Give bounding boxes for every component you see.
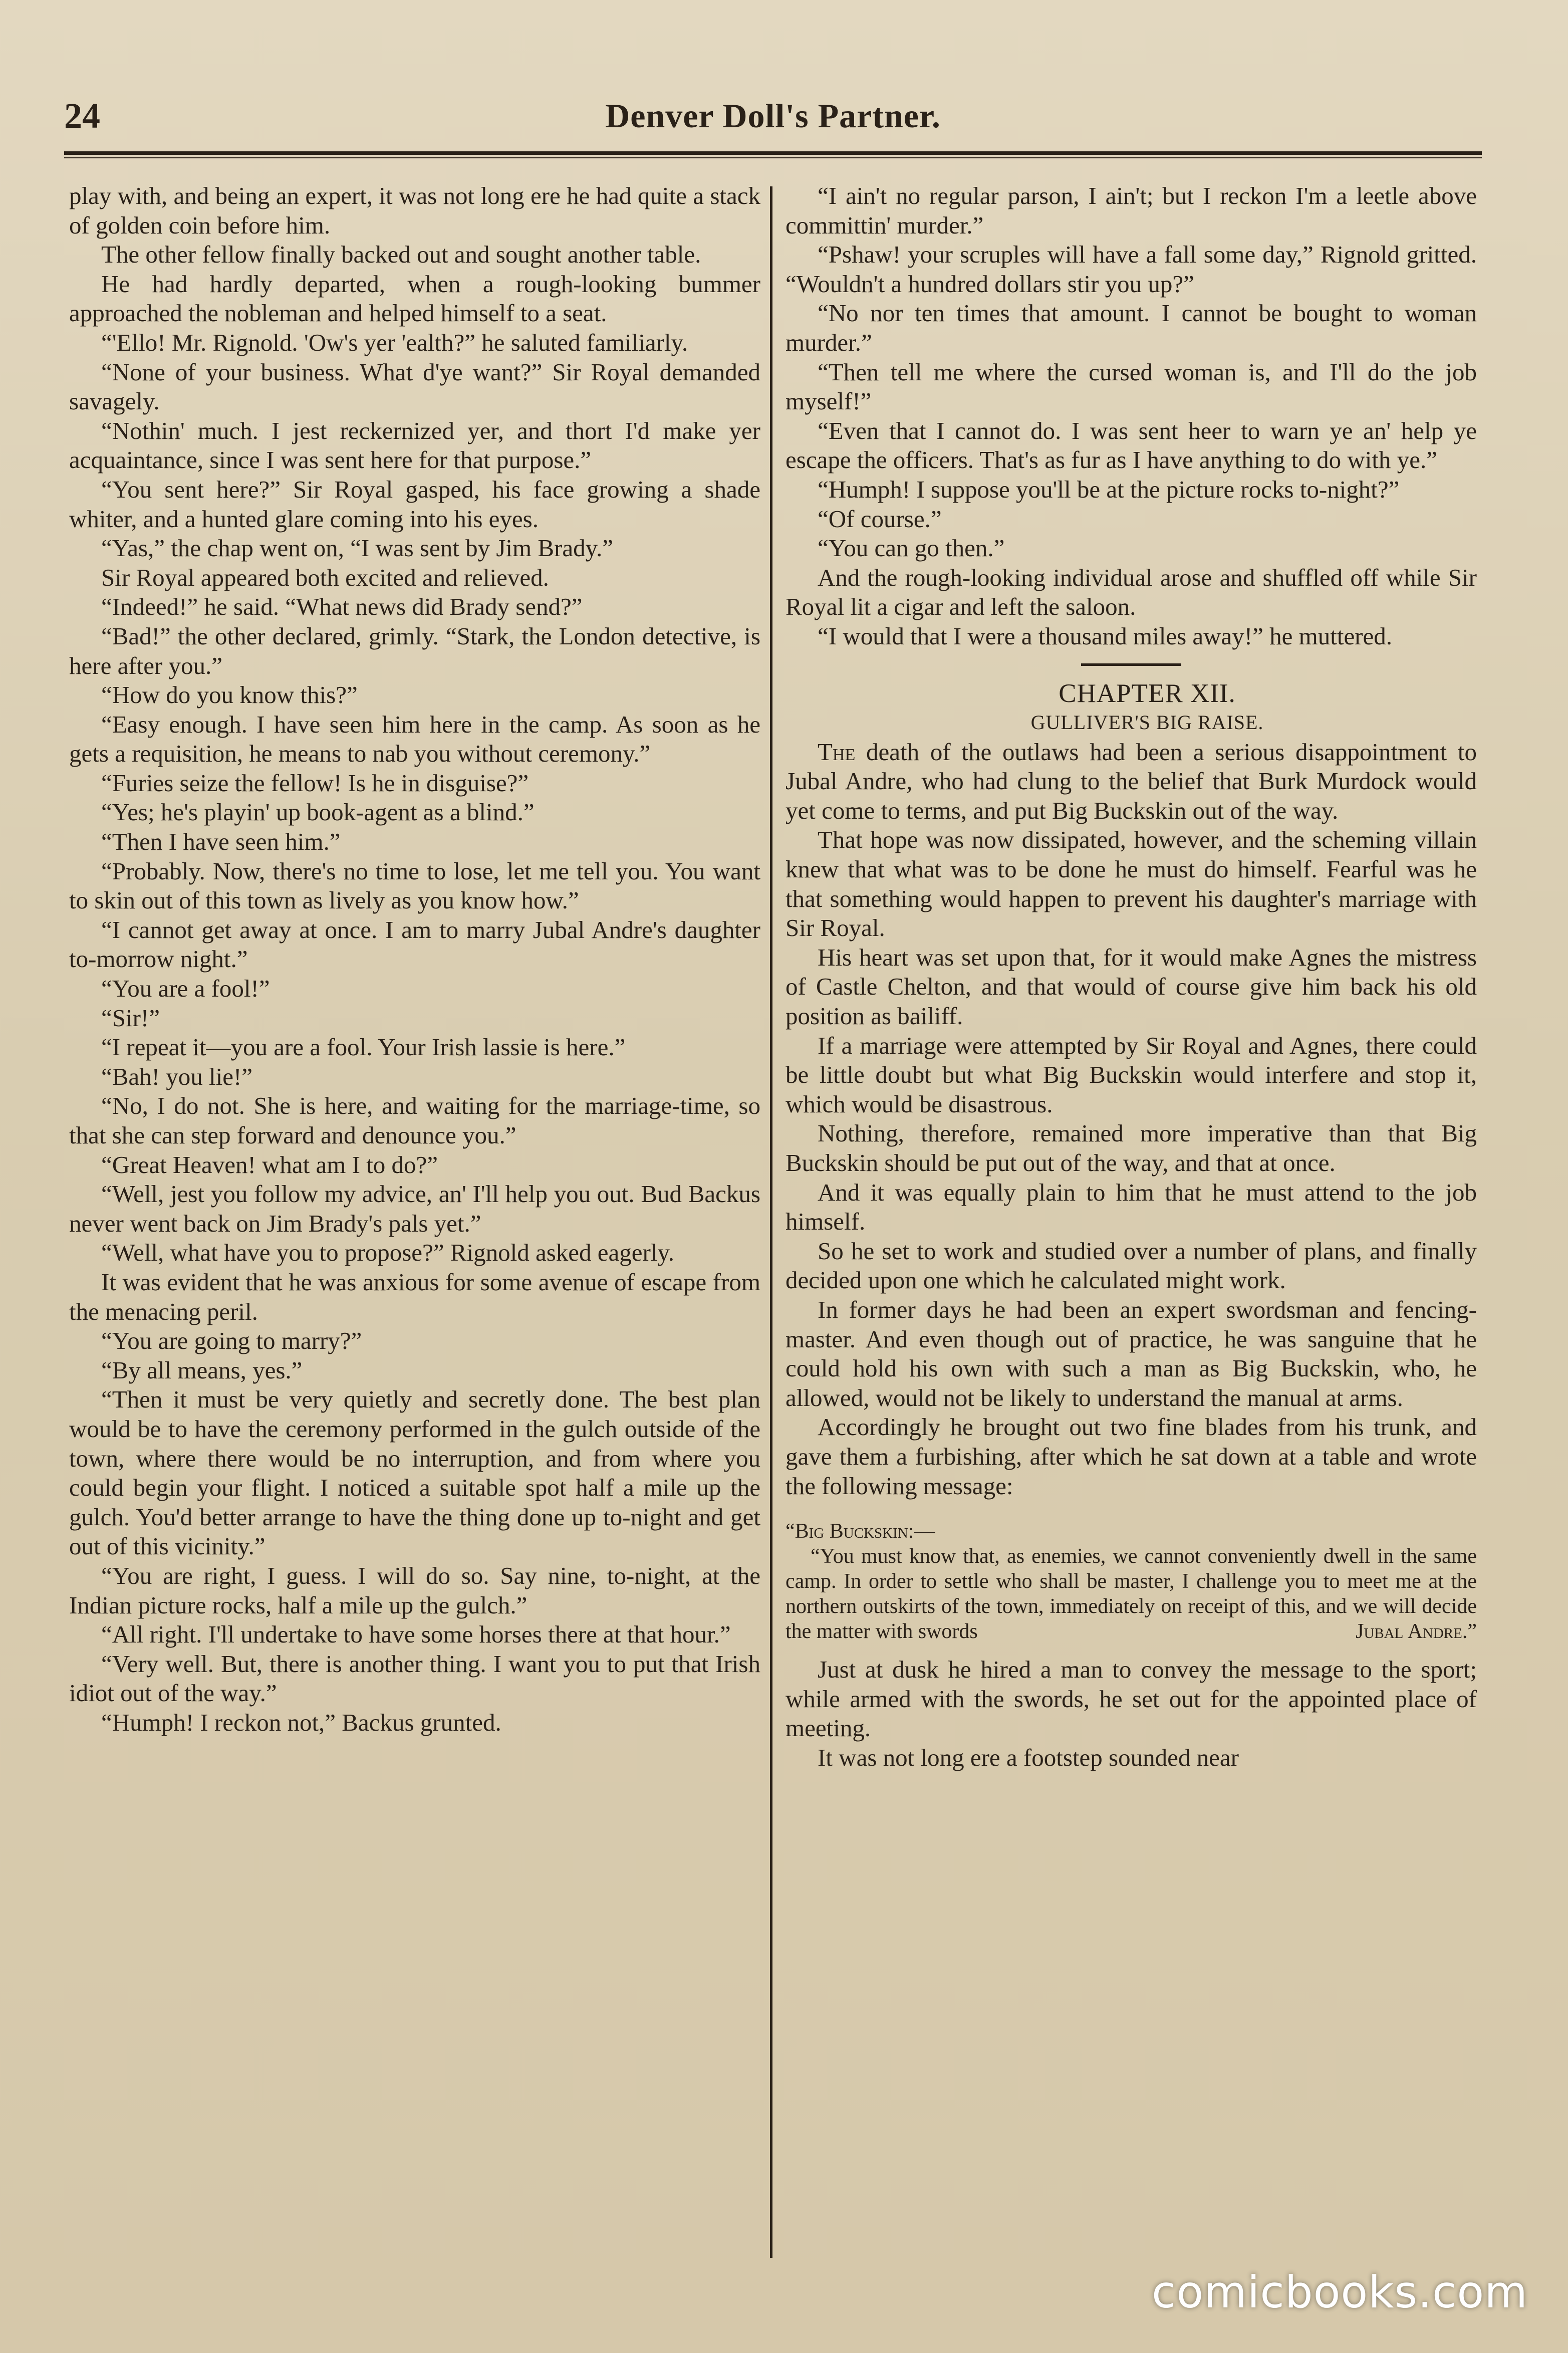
letter-body bbox=[786, 1544, 1477, 1644]
paragraph: Just at dusk he hired a man to convey the message to the sport; while armed with the swords, he set out for the appointed place of meeting. bbox=[786, 1656, 1477, 1742]
paragraph: In former days he had been an expert swordsman and fencing-master. And even though out of practice, he was sanguine that he could hold his own with such a man as Big Buckskin, who, he allowed, would not be likely to understand the manual at arms. bbox=[786, 1295, 1477, 1411]
paragraph: “Then it must be very quietly and secretly done. The best plan would be to have the ceremony performed in the gulch outside of the town, where there would be no interruption, and from where you could begin your flight. I noticed a suitable spot half a mile up the gulch. You'd better arrange to have the thing done up to-night and get out of this vicinity.” bbox=[69, 1385, 760, 1560]
paragraph: “'Ello! Mr. Rignold. 'Ow's yer 'ealth?” he saluted familiarly. bbox=[101, 328, 688, 356]
paragraph: “I ain't no regular parson, I ain't; but I reckon I'm a leetle above committin' murder.” bbox=[786, 182, 1477, 239]
paragraph: And it was equally plain to him that he must attend to the job himself. bbox=[786, 1178, 1477, 1236]
paragraph: So he set to work and studied over a number of plans, and finally decided upon one which he calculated might work. bbox=[786, 1237, 1477, 1294]
paragraph: “You can go then.” bbox=[818, 534, 1005, 562]
paragraph: “Then I have seen him.” bbox=[101, 828, 341, 856]
paragraph: “Bah! you lie!” bbox=[101, 1062, 253, 1090]
paragraph: It was evident that he was anxious for some avenue of escape from the menacing peril. bbox=[69, 1268, 760, 1325]
paragraph: “I repeat it—you are a fool. Your Irish lassie is here.” bbox=[101, 1033, 626, 1061]
paragraph: “No, I do not. She is here, and waiting for the marriage-time, so that she can step forward and denounce you.” bbox=[69, 1092, 760, 1149]
paragraph: “You sent here?” Sir Royal gasped, his face growing a shade whiter, and a hunted glare coming into his eyes. bbox=[69, 475, 760, 533]
paragraph: “By all means, yes.” bbox=[101, 1356, 303, 1384]
paragraph: “No nor ten times that amount. I cannot be bought to woman murder.” bbox=[786, 299, 1477, 356]
watermark: comicbooks.com bbox=[1151, 2266, 1528, 2318]
paragraph: “You are right, I guess. I will do so. Say nine, to-night, at the Indian picture rocks, half a mile up the gulch.” bbox=[69, 1561, 760, 1619]
paragraph: “Probably. Now, there's no time to lose, let me tell you. You want to skin out of this town as lively as you know how.” bbox=[69, 857, 760, 914]
paragraph: play with, and being an expert, it was not long ere he had quite a stack of golden coin before him. bbox=[69, 182, 760, 239]
header-rule bbox=[64, 151, 1482, 158]
paragraph: If a marriage were attempted by Sir Royal and Agnes, there could be little doubt but what Big Buckskin would interfere and stop it, which would be disastrous. bbox=[786, 1031, 1477, 1118]
paragraph: “Great Heaven! what am I to do?” bbox=[101, 1150, 438, 1179]
paragraph: “I would that I were a thousand miles away!” he muttered. bbox=[818, 622, 1393, 650]
paragraph: “Yas,” the chap went on, “I was sent by Jim Brady.” bbox=[101, 534, 613, 562]
paragraph: “Sir!” bbox=[101, 1004, 160, 1032]
paragraph: “Very well. But, there is another thing. I want you to put that Irish idiot out of the way.” bbox=[69, 1650, 760, 1707]
paragraph: “Of course.” bbox=[818, 505, 942, 533]
paragraph: He had hardly departed, when a rough-looking bummer approached the nobleman and helped himself to a seat. bbox=[69, 270, 760, 327]
paragraph: “Well, what have you to propose?” Rignold asked eagerly. bbox=[101, 1239, 675, 1267]
opening-small-caps: The bbox=[818, 738, 856, 766]
paragraph: “Pshaw! your scruples will have a fall some day,” Rignold gritted. “Wouldn't a hundred dollars stir you up?” bbox=[786, 241, 1477, 298]
paragraph: “Humph! I suppose you'll be at the picture rocks to-night?” bbox=[818, 475, 1400, 503]
paragraph: “Easy enough. I have seen him here in the camp. As soon as he gets a requisition, he means to nab you without ceremony.” bbox=[69, 710, 760, 768]
paragraph: “Humph! I reckon not,” Backus grunted. bbox=[101, 1708, 501, 1736]
paragraph: It was not long ere a footstep sounded near bbox=[818, 1743, 1239, 1771]
challenge-letter bbox=[786, 1519, 1477, 1644]
paragraph: His heart was set upon that, for it would make Agnes the mistress of Castle Chelton, and that would of course give him back his old position as bailiff. bbox=[786, 943, 1477, 1030]
paragraph: “Furies seize the fellow! Is he in disguise?” bbox=[101, 769, 529, 797]
paragraph: Sir Royal appeared both excited and relieved. bbox=[101, 563, 549, 591]
paragraph: Nothing, therefore, remained more imperative than that Big Buckskin should be put out of the way, and that at once. bbox=[786, 1119, 1477, 1176]
page-header bbox=[64, 95, 1482, 140]
paragraph: “All right. I'll undertake to have some horses there at that hour.” bbox=[101, 1620, 731, 1649]
chapter-heading: CHAPTER XII. bbox=[1059, 678, 1236, 708]
paragraph: “Well, jest you follow my advice, an' I'll help you out. Bud Backus never went back on Jim Brady's pals yet.” bbox=[69, 1180, 760, 1237]
running-title: Denver Doll's Partner. bbox=[605, 97, 941, 135]
paragraph: “How do you know this?” bbox=[101, 681, 358, 709]
right-column bbox=[786, 181, 1477, 1773]
paragraph: “You are a fool!” bbox=[101, 975, 270, 1003]
paragraph: “None of your business. What d'ye want?” Sir Royal demanded savagely. bbox=[69, 358, 760, 415]
column-divider bbox=[770, 186, 772, 2258]
page-number: 24 bbox=[64, 96, 100, 136]
paragraph: Accordingly he brought out two fine blades from his trunk, and gave them a furbishing, after which he sat down at a table and wrote the following message: bbox=[786, 1413, 1477, 1500]
paragraph: “Even that I cannot do. I was sent heer to warn ye an' help ye escape the officers. That's as fur as I have anything to do with ye.” bbox=[786, 416, 1477, 474]
paragraph: “Bad!” the other declared, grimly. “Stark, the London detective, is here after you.” bbox=[69, 622, 760, 679]
chapter-title: GULLIVER'S BIG RAISE. bbox=[1030, 711, 1264, 734]
paragraph: “You are going to marry?” bbox=[101, 1327, 362, 1355]
opening-text: death of the outlaws had been a serious disappointment to Jubal Andre, who had clung to the belief that Burk Murdock would yet come to terms, and put Big Buckskin out of the way. bbox=[786, 738, 1477, 824]
paragraph: “I cannot get away at once. I am to marry Jubal Andre's daughter to-morrow night.” bbox=[69, 915, 760, 973]
letter-salutation: “Big Buckskin:— bbox=[786, 1520, 935, 1543]
paragraph: “Then tell me where the cursed woman is, and I'll do the job myself!” bbox=[786, 358, 1477, 415]
left-column bbox=[69, 181, 760, 1737]
paragraph: “Indeed!” he said. “What news did Brady send?” bbox=[101, 593, 583, 621]
chapter-opening-paragraph bbox=[786, 738, 1477, 826]
section-rule bbox=[1081, 663, 1181, 666]
letter-signature: Jubal Andre.” bbox=[1356, 1620, 1477, 1643]
paragraph: That hope was now dissipated, however, and the scheming villain knew that what was to be done he must do himself. Fearful was he that something would happen to prevent his daughter's marriage with Sir Royal. bbox=[786, 826, 1477, 942]
paragraph: And the rough-looking individual arose and shuffled off while Sir Royal lit a cigar and left the saloon. bbox=[786, 563, 1477, 621]
paragraph: “Nothin' much. I jest reckernized yer, and thort I'd make yer acquaintance, since I was sent here for that purpose.” bbox=[69, 416, 760, 474]
paragraph: “Yes; he's playin' up book-agent as a blind.” bbox=[101, 798, 535, 826]
letter-body-text: “You must know that, as enemies, we cannot conveniently dwell in the same camp. In order to settle who shall be master, I challenge you to meet me at the northern outskirts of the town, immediately on receipt of this, and we will decide the matter with swords bbox=[786, 1545, 1477, 1643]
paragraph: The other fellow finally backed out and sought another table. bbox=[101, 241, 701, 269]
